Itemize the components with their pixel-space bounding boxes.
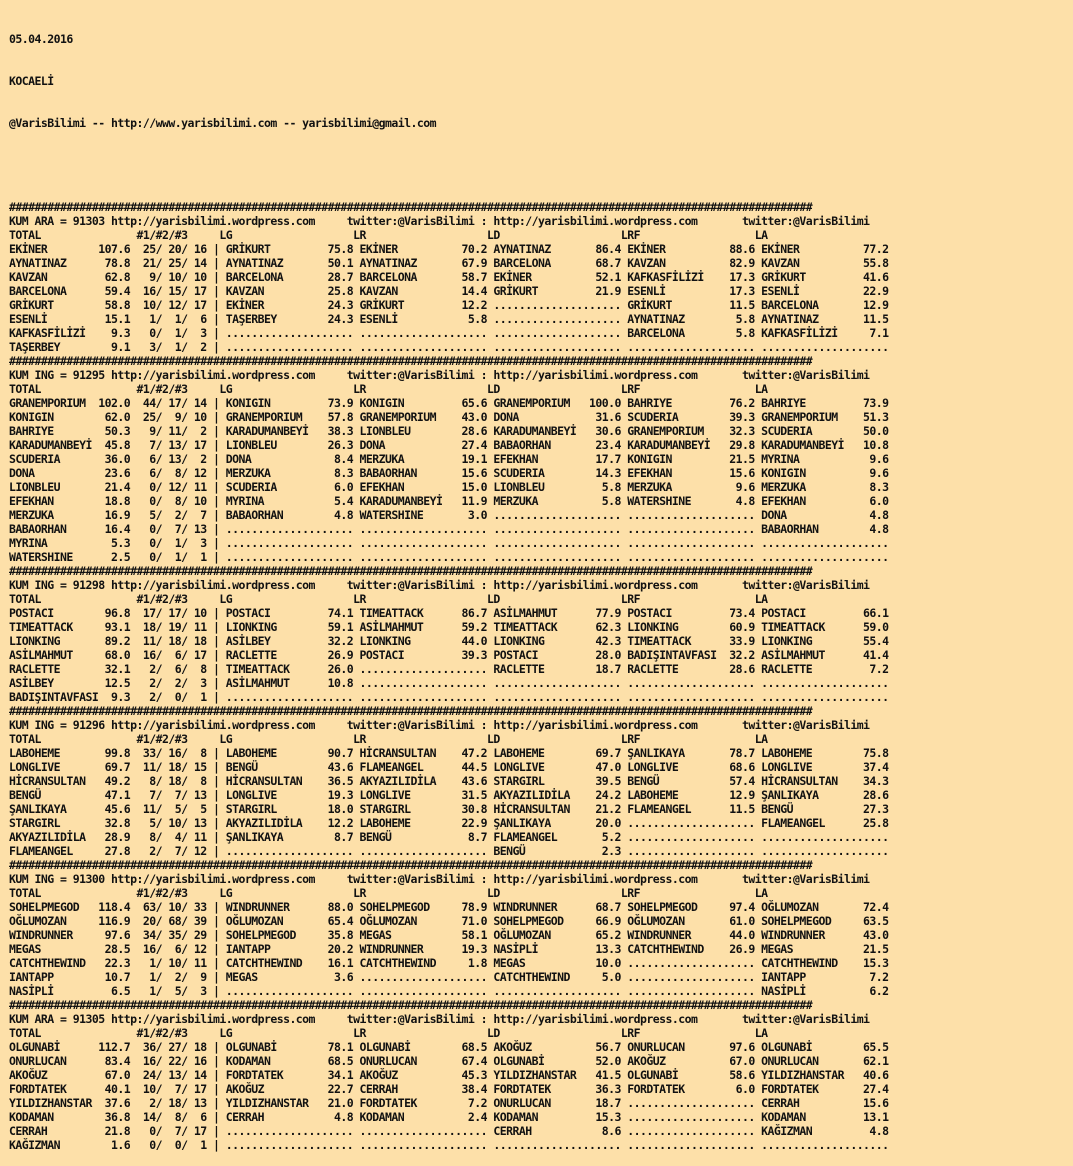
report-city: KOCAELİ (9, 74, 54, 88)
result-row: BABAORHAN 16.4 0/ 7/ 13 | .................... .................... .................... .................... BABAORHAN 4.8 (9, 522, 889, 536)
race-header: KUM ARA = 91305 http://yarisbilimi.wordpress.com twitter:@VarisBilimi : http://yarisbilimi.wordpress.com twitter:@VarisBilimi (9, 1012, 870, 1026)
result-row: KODAMAN 36.8 14/ 8/ 6 | CERRAH 4.8 KODAMAN 2.4 KODAMAN 15.3 .................... KODAMAN 13.1 (9, 1110, 889, 1124)
result-row: KONIGIN 62.0 25/ 9/ 10 | GRANEMPORIUM 57.8 GRANEMPORIUM 43.0 DONA 31.6 SCUDERIA 39.3 GRANEMPORIUM 51.3 (9, 410, 889, 424)
separator-line: ############################################################################################################################## (9, 354, 813, 368)
race-header: KUM ING = 91300 http://yarisbilimi.wordpress.com twitter:@VarisBilimi : http://yarisbilimi.wordpress.com twitter:@VarisBilimi (9, 872, 870, 886)
blank-line (9, 158, 1073, 172)
result-row: TIMEATTACK 93.1 18/ 19/ 11 | LIONKING 59.1 ASİLMAHMUT 59.2 TIMEATTACK 62.3 LIONKING 60.9 TIMEATTACK 59.0 (9, 620, 889, 634)
race-header: KUM ING = 91296 http://yarisbilimi.wordpress.com twitter:@VarisBilimi : http://yarisbilimi.wordpress.com twitter:@VarisBilimi (9, 718, 870, 732)
separator-line: ############################################################################################################################## (9, 858, 813, 872)
result-row: FLAMEANGEL 27.8 2/ 7/ 12 | .................... .................... BENGÜ 2.3 .................... .................... (9, 844, 889, 858)
result-row: SCUDERIA 36.0 6/ 13/ 2 | DONA 8.4 MERZUKA 19.1 EFEKHAN 17.7 KONIGIN 21.5 MYRINA 9.6 (9, 452, 889, 466)
result-row: KAVZAN 62.8 9/ 10/ 10 | BARCELONA 28.7 BARCELONA 58.7 EKİNER 52.1 KAFKASFİLİZİ 17.3 GRİKURT 41.6 (9, 270, 889, 284)
result-row: DONA 23.6 6/ 8/ 12 | MERZUKA 8.3 BABAORHAN 15.6 SCUDERIA 14.3 EFEKHAN 15.6 KONIGIN 9.6 (9, 466, 889, 480)
column-header: TOTAL #1/#2/#3 LG LR LD LRF LA (9, 1026, 768, 1040)
result-row: KARADUMANBEYİ 45.8 7/ 13/ 17 | LIONBLEU 26.3 DONA 27.4 BABAORHAN 23.4 KARADUMANBEYİ 29.8 KARADUMANBEYİ 10.8 (9, 438, 889, 452)
result-row: NASİPLİ 6.5 1/ 5/ 3 | .................... .................... .................... .................... NASİPLİ 6.2 (9, 984, 889, 998)
result-row: WINDRUNNER 97.6 34/ 35/ 29 | SOHELPMEGOD 35.8 MEGAS 58.1 OĞLUMOZAN 65.2 WINDRUNNER 44.0 WINDRUNNER 43.0 (9, 928, 889, 942)
result-row: BARCELONA 59.4 16/ 15/ 17 | KAVZAN 25.8 KAVZAN 14.4 GRİKURT 21.9 ESENLİ 17.3 ESENLİ 22.9 (9, 284, 889, 298)
result-row: LONGLIVE 69.7 11/ 18/ 15 | BENGÜ 43.6 FLAMEANGEL 44.5 LONGLIVE 47.0 LONGLIVE 68.6 LONGLIVE 37.4 (9, 760, 889, 774)
result-row: LIONKING 89.2 11/ 18/ 18 | ASİLBEY 32.2 LIONKING 44.0 LIONKING 42.3 TIMEATTACK 33.9 LIONKING 55.4 (9, 634, 889, 648)
result-row: ASİLBEY 12.5 2/ 2/ 3 | ASİLMAHMUT 10.8 .................... .................... .................... .................... (9, 676, 889, 690)
result-row: MYRINA 5.3 0/ 1/ 3 | .................... .................... .................... .................... .................... (9, 536, 889, 550)
column-header: TOTAL #1/#2/#3 LG LR LD LRF LA (9, 228, 768, 242)
race-header: KUM ARA = 91303 http://yarisbilimi.wordpress.com twitter:@VarisBilimi : http://yarisbilimi.wordpress.com twitter:@VarisBilimi (9, 214, 870, 228)
separator-line: ############################################################################################################################## (9, 704, 813, 718)
result-row: AKOĞUZ 67.0 24/ 13/ 14 | FORDTATEK 34.1 AKOĞUZ 45.3 YILDIZHANSTAR 41.5 OLGUNABİ 58.6 YILDIZHANSTAR 40.6 (9, 1068, 889, 1082)
result-row: GRİKURT 58.8 10/ 12/ 17 | EKİNER 24.3 GRİKURT 12.2 .................... GRİKURT 11.5 BARCELONA 12.9 (9, 298, 889, 312)
result-row: WATERSHINE 2.5 0/ 1/ 1 | .................... .................... .................... .................... .................... (9, 550, 889, 564)
result-row: YILDIZHANSTAR 37.6 2/ 18/ 13 | YILDIZHANSTAR 21.0 FORDTATEK 7.2 ONURLUCAN 18.7 .................... CERRAH 15.6 (9, 1096, 889, 1110)
result-row: KAFKASFİLİZİ 9.3 0/ 1/ 3 | .................... .................... .................... BARCELONA 5.8 KAFKASFİLİZİ 7.1 (9, 326, 889, 340)
separator-line: ############################################################################################################################## (9, 200, 813, 214)
result-row: MEGAS 28.5 16/ 6/ 12 | IANTAPP 20.2 WINDRUNNER 19.3 NASİPLİ 13.3 CATCHTHEWIND 26.9 MEGAS 21.5 (9, 942, 889, 956)
result-row: AKYAZILIDİLA 28.9 8/ 4/ 11 | ŞANLIKAYA 8.7 BENGÜ 8.7 FLAMEANGEL 5.2 .................... .................... (9, 830, 889, 844)
result-row: KAĞIZMAN 1.6 0/ 0/ 1 | .................... .................... .................... .................... .................... (9, 1138, 889, 1152)
result-row: LIONBLEU 21.4 0/ 12/ 11 | SCUDERIA 6.0 EFEKHAN 15.0 LIONBLEU 5.8 MERZUKA 9.6 MERZUKA 8.3 (9, 480, 889, 494)
column-header: TOTAL #1/#2/#3 LG LR LD LRF LA (9, 382, 768, 396)
race-blocks (9, 200, 1073, 1152)
result-row: LABOHEME 99.8 33/ 16/ 8 | LABOHEME 90.7 HİCRANSULTAN 47.2 LABOHEME 69.7 ŞANLIKAYA 78.7 LABOHEME 75.8 (9, 746, 889, 760)
result-row: AYNATINAZ 78.8 21/ 25/ 14 | AYNATINAZ 50.1 AYNATINAZ 67.9 BARCELONA 68.7 KAVZAN 82.9 KAVZAN 55.8 (9, 256, 889, 270)
result-row: MERZUKA 16.9 5/ 2/ 7 | BABAORHAN 4.8 WATERSHINE 3.0 .................... .................... DONA 4.8 (9, 508, 889, 522)
result-row: SOHELPMEGOD 118.4 63/ 10/ 33 | WINDRUNNER 88.0 SOHELPMEGOD 78.9 WINDRUNNER 68.7 SOHELPMEGOD 97.4 OĞLUMOZAN 72.4 (9, 900, 889, 914)
result-row: RACLETTE 32.1 2/ 6/ 8 | TIMEATTACK 26.0 .................... RACLETTE 18.7 RACLETTE 28.6 RACLETTE 7.2 (9, 662, 889, 676)
result-row: CATCHTHEWIND 22.3 1/ 10/ 11 | CATCHTHEWIND 16.1 CATCHTHEWIND 1.8 MEGAS 10.0 .................... CATCHTHEWIND 15.3 (9, 956, 889, 970)
result-row: OLGUNABİ 112.7 36/ 27/ 18 | OLGUNABİ 78.1 OLGUNABİ 68.5 AKOĞUZ 56.7 ONURLUCAN 97.6 OLGUNABİ 65.5 (9, 1040, 889, 1054)
result-row: ŞANLIKAYA 45.6 11/ 5/ 5 | STARGIRL 18.0 STARGIRL 30.8 HİCRANSULTAN 21.2 FLAMEANGEL 11.5 BENGÜ 27.3 (9, 802, 889, 816)
result-row: ONURLUCAN 83.4 16/ 22/ 16 | KODAMAN 68.5 ONURLUCAN 67.4 OLGUNABİ 52.0 AKOĞUZ 67.0 ONURLUCAN 62.1 (9, 1054, 889, 1068)
result-row: TAŞERBEY 9.1 3/ 1/ 2 | .................... .................... .................... .................... .................... (9, 340, 889, 354)
result-row: FORDTATEK 40.1 10/ 7/ 17 | AKOĞUZ 22.7 CERRAH 38.4 FORDTATEK 36.3 FORDTATEK 6.0 FORDTATEK 27.4 (9, 1082, 889, 1096)
result-row: ESENLİ 15.1 1/ 1/ 6 | TAŞERBEY 24.3 ESENLİ 5.8 .................... AYNATINAZ 5.8 AYNATINAZ 11.5 (9, 312, 889, 326)
separator-line: ############################################################################################################################## (9, 564, 813, 578)
column-header: TOTAL #1/#2/#3 LG LR LD LRF LA (9, 886, 768, 900)
report-date: 05.04.2016 (9, 32, 73, 46)
result-row: BADIŞINTAVFASI 9.3 2/ 0/ 1 | .................... .................... .................... .................... .................... (9, 690, 889, 704)
column-header: TOTAL #1/#2/#3 LG LR LD LRF LA (9, 732, 768, 746)
result-row: GRANEMPORIUM 102.0 44/ 17/ 14 | KONIGIN 73.9 KONIGIN 65.6 GRANEMPORIUM 100.0 BAHRIYE 76.2 BAHRIYE 73.9 (9, 396, 889, 410)
result-row: IANTAPP 10.7 1/ 2/ 9 | MEGAS 3.6 .................... CATCHTHEWIND 5.0 .................... IANTAPP 7.2 (9, 970, 889, 984)
result-row: POSTACI 96.8 17/ 17/ 10 | POSTACI 74.1 TIMEATTACK 86.7 ASİLMAHMUT 77.9 POSTACI 73.4 POSTACI 66.1 (9, 606, 889, 620)
result-row: OĞLUMOZAN 116.9 20/ 68/ 39 | OĞLUMOZAN 65.4 OĞLUMOZAN 71.0 SOHELPMEGOD 66.9 OĞLUMOZAN 61.0 SOHELPMEGOD 63.5 (9, 914, 889, 928)
result-row: EFEKHAN 18.8 0/ 8/ 10 | MYRINA 5.4 KARADUMANBEYİ 11.9 MERZUKA 5.8 WATERSHINE 4.8 EFEKHAN 6.0 (9, 494, 889, 508)
result-row: BAHRIYE 50.3 9/ 11/ 2 | KARADUMANBEYİ 38.3 LIONBLEU 28.6 KARADUMANBEYİ 30.6 GRANEMPORIUM 32.3 SCUDERIA 50.0 (9, 424, 889, 438)
result-row: EKİNER 107.6 25/ 20/ 16 | GRİKURT 75.8 EKİNER 70.2 AYNATINAZ 86.4 EKİNER 88.6 EKİNER 77.2 (9, 242, 889, 256)
column-header: TOTAL #1/#2/#3 LG LR LD LRF LA (9, 592, 768, 606)
result-row: CERRAH 21.8 0/ 7/ 17 | .................... .................... CERRAH 8.6 .................... KAĞIZMAN 4.8 (9, 1124, 889, 1138)
race-header: KUM ING = 91298 http://yarisbilimi.wordpress.com twitter:@VarisBilimi : http://yarisbilimi.wordpress.com twitter:@VarisBilimi (9, 578, 870, 592)
separator-line: ############################################################################################################################## (9, 998, 813, 1012)
result-row: BENGÜ 47.1 7/ 7/ 13 | LONGLIVE 19.3 LONGLIVE 31.5 AKYAZILIDİLA 24.2 LABOHEME 12.9 ŞANLIKAYA 28.6 (9, 788, 889, 802)
result-row: STARGIRL 32.8 5/ 10/ 13 | AKYAZILIDİLA 12.2 LABOHEME 22.9 ŞANLIKAYA 20.0 .................... FLAMEANGEL 25.8 (9, 816, 889, 830)
report-contact-line: @VarisBilimi -- http://www.yarisbilimi.com -- yarisbilimi@gmail.com (9, 116, 437, 130)
race-header: KUM ING = 91295 http://yarisbilimi.wordpress.com twitter:@VarisBilimi : http://yarisbilimi.wordpress.com twitter:@VarisBilimi (9, 368, 870, 382)
result-row: HİCRANSULTAN 49.2 8/ 18/ 8 | HİCRANSULTAN 36.5 AKYAZILIDİLA 43.6 STARGIRL 39.5 BENGÜ 57.4 HİCRANSULTAN 34.3 (9, 774, 889, 788)
result-row: ASİLMAHMUT 68.0 16/ 6/ 17 | RACLETTE 26.9 POSTACI 39.3 POSTACI 28.0 BADIŞINTAVFASI 32.2 ASİLMAHMUT 41.4 (9, 648, 889, 662)
